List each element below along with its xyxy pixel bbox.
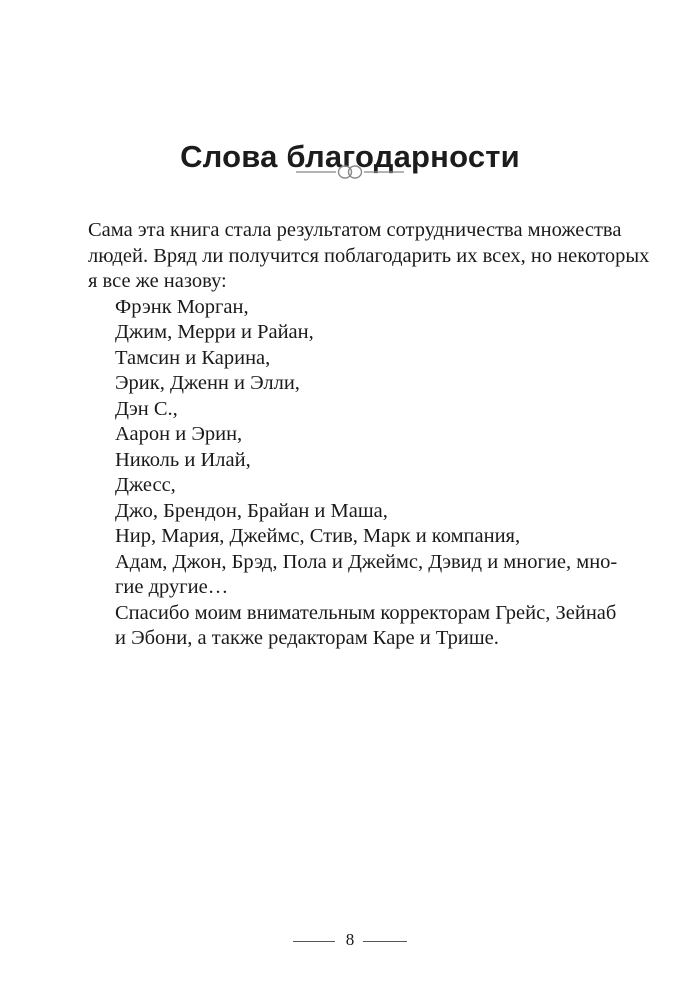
names-list-item: Аарон и Эрин, — [115, 423, 243, 445]
intro-line: Сама эта книга стала результатом сотрудничества множества — [88, 219, 622, 241]
page-number: 8 — [345, 930, 355, 949]
interlocking-rings-icon — [296, 162, 404, 182]
names-list-item: Нир, Мария, Джеймс, Стив, Марк и компания, — [115, 525, 521, 547]
names-list-item: Джим, Мерри и Райан, — [115, 321, 314, 343]
names-list-item: Джесс, — [115, 474, 176, 496]
names-list-item: Джо, Брендон, Брайан и Маша, — [115, 499, 388, 522]
page-title: Слова благодарности — [180, 138, 520, 174]
names-list-item: гие другие… — [115, 576, 229, 598]
page-footer — [0, 930, 700, 950]
names-list-item: Дэн С., — [115, 397, 178, 420]
names-list-item: Николь и Илай, — [115, 448, 251, 471]
names-list-item: Эрик, Дженн и Элли, — [115, 372, 300, 394]
names-list-item: Тамсин и Карина, — [115, 346, 271, 369]
footer-rule-left — [293, 941, 335, 942]
intro-line: людей. Вряд ли получится поблагодарить их всех, но некоторых — [88, 244, 650, 267]
intro-line: я все же назову: — [88, 270, 227, 292]
closing-line: и Эбони, а также редакторам Каре и Трише. — [115, 627, 499, 649]
acknowledgements-body — [88, 218, 650, 652]
names-list — [88, 295, 618, 601]
names-list-item: Фрэнк Морган, — [115, 295, 249, 318]
footer-rule-right — [363, 941, 407, 942]
names-list-item: Адам, Джон, Брэд, Пола и Джеймс, Дэвид и многие, мно- — [115, 550, 618, 573]
closing-line: Спасибо моим внимательным корректорам Грейс, Зейнаб — [115, 601, 617, 624]
